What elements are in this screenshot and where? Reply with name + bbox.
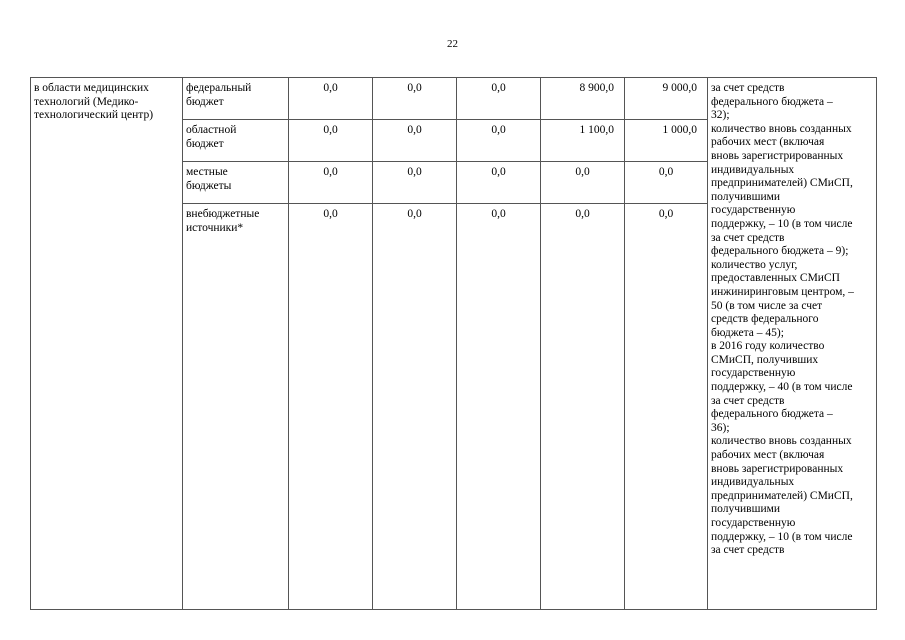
result-text: СМиСП, получивших xyxy=(711,353,819,366)
result-text: рабочих мест (включая xyxy=(711,136,825,149)
funding-source-text: внебюджетные xyxy=(186,208,260,220)
result-text: инжиниринговым центром, – xyxy=(711,285,854,298)
value-cell: 0,0 xyxy=(373,120,457,162)
result-text: федерального бюджета – xyxy=(711,95,833,108)
result-text: федерального бюджета – xyxy=(711,408,833,421)
value-cell: 1 100,0 xyxy=(541,120,625,162)
funding-source-text: бюджеты xyxy=(186,179,232,192)
result-text: количество вновь созданных xyxy=(711,435,852,448)
result-text: государственную xyxy=(711,517,796,529)
funding-source-text: бюджет xyxy=(186,95,224,108)
result-text: получившими xyxy=(711,190,781,203)
result-text: предоставленных СМиСП xyxy=(711,272,840,285)
result-text: средств федерального xyxy=(711,313,819,326)
value-cell: 0,0 xyxy=(457,204,541,610)
value-cell: 0,0 xyxy=(289,162,373,204)
value-cell: 0,0 xyxy=(289,78,373,120)
funding-source-cell xyxy=(183,204,289,610)
result-text: федерального бюджета – 9); xyxy=(711,245,849,258)
value-cell: 0,0 xyxy=(541,162,625,204)
result-text: вновь зарегистрированных xyxy=(711,462,844,475)
result-text: 36); xyxy=(711,421,730,434)
result-text: бюджета – 45); xyxy=(711,326,784,339)
direction-text: технологий (Медико- xyxy=(34,95,139,108)
value-cell: 0,0 xyxy=(373,78,457,120)
result-text: индивидуальных xyxy=(711,476,795,489)
result-text: 32); xyxy=(711,109,730,122)
value-cell: 0,0 xyxy=(541,204,625,610)
value-cell: 8 900,0 xyxy=(541,78,625,120)
funding-source-cell xyxy=(183,120,289,162)
value-cell: 0,0 xyxy=(373,162,457,204)
result-text: предпринимателей) СМиСП, xyxy=(711,489,853,502)
result-text: за счет средств xyxy=(711,231,785,244)
result-text: получившими xyxy=(711,503,781,516)
funding-source-text: бюджет xyxy=(186,137,224,150)
value-cell: 0,0 xyxy=(289,204,373,610)
value-cell: 0,0 xyxy=(289,120,373,162)
table-row xyxy=(31,78,877,120)
value-cell: 0,0 xyxy=(625,204,708,610)
value-cell: 9 000,0 xyxy=(625,78,708,120)
funding-source-cell xyxy=(183,162,289,204)
expected-results-cell xyxy=(708,78,877,610)
result-text: предпринимателей) СМиСП, xyxy=(711,177,853,190)
value-cell: 0,0 xyxy=(457,78,541,120)
value-cell: 0,0 xyxy=(373,204,457,610)
direction-cell xyxy=(31,78,183,610)
direction-text: технологический центр) xyxy=(34,109,154,122)
value-cell: 1 000,0 xyxy=(625,120,708,162)
result-text: поддержку, – 10 (в том числе xyxy=(711,217,853,230)
result-text: поддержку, – 40 (в том числе xyxy=(711,381,853,394)
funding-source-text: местные xyxy=(186,166,228,178)
result-text: количество услуг, xyxy=(711,258,798,271)
page-number: 22 xyxy=(447,38,458,50)
result-text: 50 (в том числе за счет xyxy=(711,299,823,312)
result-text: за счет средств xyxy=(711,544,785,557)
result-text: поддержку, – 10 (в том числе xyxy=(711,530,853,543)
value-cell: 0,0 xyxy=(457,162,541,204)
result-text: вновь зарегистрированных xyxy=(711,149,844,162)
funding-table xyxy=(30,77,877,610)
result-text: государственную xyxy=(711,367,796,380)
result-text: государственную xyxy=(711,204,796,217)
result-text: в 2016 году количество xyxy=(711,340,825,353)
result-text: за счет средств xyxy=(711,82,785,94)
value-cell: 0,0 xyxy=(625,162,708,204)
direction-text: в области медицинских xyxy=(34,82,149,94)
result-text: рабочих мест (включая xyxy=(711,449,825,462)
funding-source-text: областной xyxy=(186,124,237,136)
funding-source-cell xyxy=(183,78,289,120)
funding-source-text: источники* xyxy=(186,221,244,234)
result-text: количество вновь созданных xyxy=(711,122,852,135)
result-text: за счет средств xyxy=(711,394,785,407)
value-cell: 0,0 xyxy=(457,120,541,162)
result-text: индивидуальных xyxy=(711,163,795,176)
funding-source-text: федеральный xyxy=(186,82,252,94)
